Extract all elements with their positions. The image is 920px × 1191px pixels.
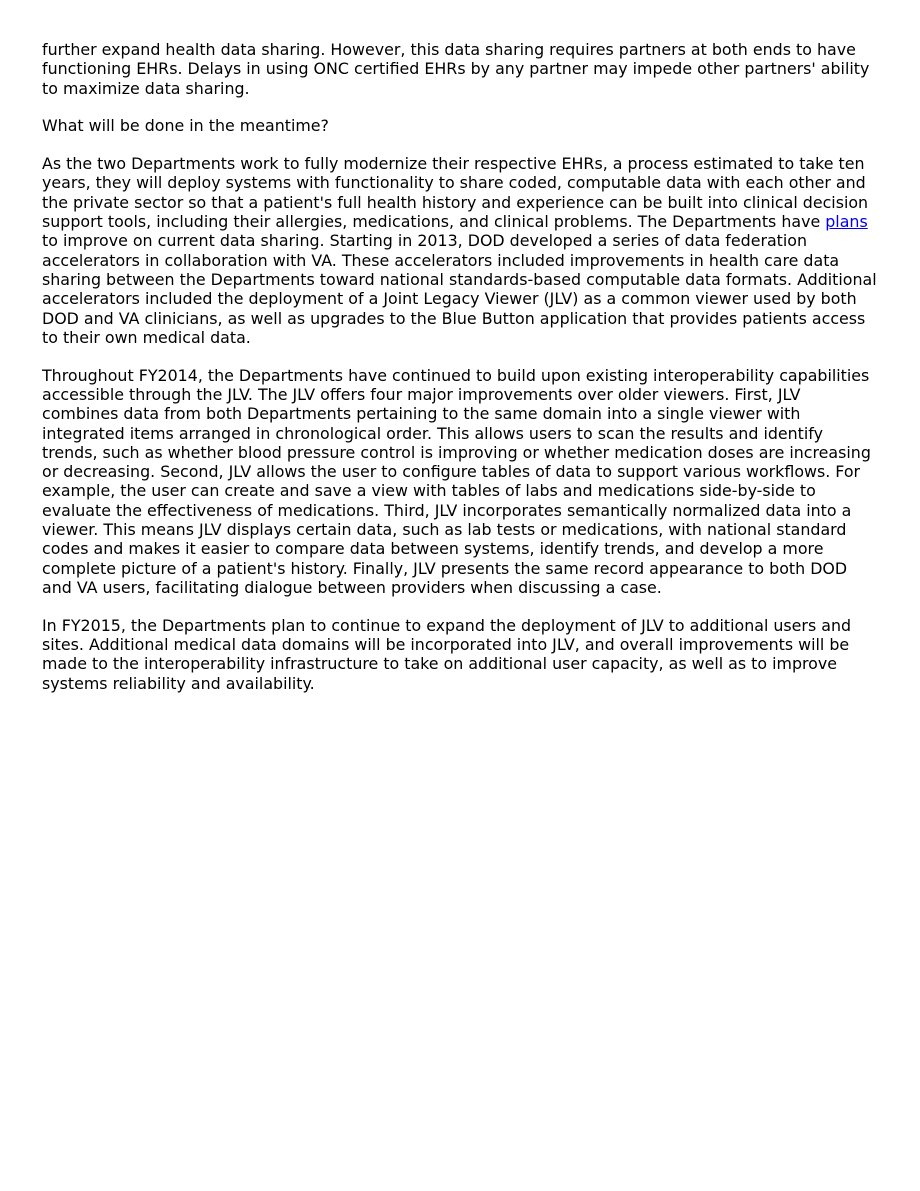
document-body — [42, 40, 878, 711]
paragraph-fy2015: In FY2015, the Departments plan to continue to expand the deployment of JLV to additional users and sites. Additional medical data domains will be incorporated into JLV, and overall improvements will be made to the interoperability infrastructure to take on additional user capacity, as well as to improve systems reliability and availability. — [42, 615, 852, 693]
paragraph-fy2014: Throughout FY2014, the Departments have continued to build upon existing interoperability capabilities accessible through the JLV. The JLV offers four major improvements over older viewers. First, JLV combines data from both Departments pertaining to the same domain into a single viewer with integrated items arranged in chronological order. This allows users to scan the results and identify trends, such as whether blood pressure control is improving or whether medication doses are increasing or decreasing. Second, JLV allows the user to configure tables of data to support various workflows. For example, the user can create and save a view with tables of labs and medications side-by-side to evaluate the effectiveness of medications. Third, JLV incorporates semantically normalized data into a viewer. This means JLV displays certain data, such as lab tests or medications, with national standard codes and makes it easier to compare data between systems, identify trends, and develop a more complete picture of a patient's history. Finally, JLV presents the same record appearance to both DOD and VA users, facilitating dialogue between providers when discussing a case. — [42, 365, 871, 597]
paragraph-modernize — [42, 154, 878, 347]
paragraph-data-sharing: further expand health data sharing. However, this data sharing requires partners at both ends to have functioning EHRs. Delays in using ONC certified EHRs by any partner may impede other partners' ability to maximize data sharing. — [42, 40, 870, 98]
paragraph-question: What will be done in the meantime? — [42, 116, 329, 136]
plans-link[interactable]: plans — [825, 212, 868, 232]
paragraph-modernize-end: to improve on current data sharing. Starting in 2013, DOD developed a series of data federation accelerators in collaboration with VA. These accelerators included improvements in health care data sharing between the Departments toward national standards-based computable data formats. Additional accelerators included the deployment of a Joint Legacy Viewer (JLV) as a common viewer used by both DOD and VA clinicians, as well as upgrades to the Blue Button application that provides patients access to their own medical data. — [42, 231, 877, 347]
paragraph-modernize-start: As the two Departments work to fully modernize their respective EHRs, a process estimated to take ten years, they will deploy systems with functionality to share coded, computable data with each other and the private sector so that a patient's full health history and experience can be built into clinical decision support tools, including their allergies, medications, and clinical problems. The Departments have — [42, 154, 869, 232]
